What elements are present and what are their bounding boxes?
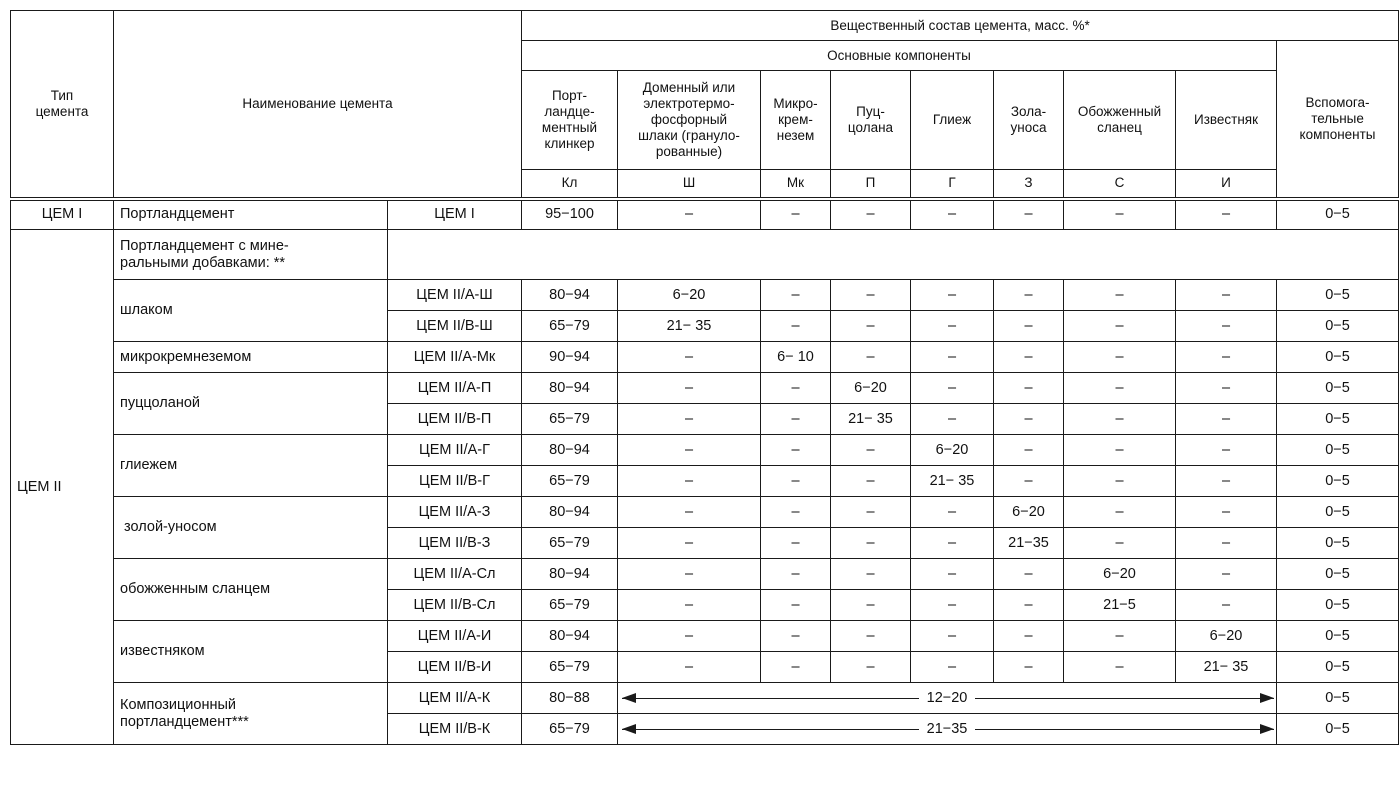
component-value: – [1176,559,1277,590]
component-value: 80−94 [522,497,618,528]
auxiliary-value: 0−5 [1277,342,1399,373]
table-row [11,199,1399,230]
table-row [11,621,1399,652]
auxiliary-value: 0−5 [1277,559,1399,590]
component-value: – [761,404,831,435]
component-value: – [618,497,761,528]
component-value: – [911,590,994,621]
cement-code: ЦЕМ II/В-Ш [388,311,522,342]
component-value: – [1176,528,1277,559]
component-value: – [761,466,831,497]
header-cement-name: Наименование цемента [114,11,522,199]
auxiliary-value: 0−5 [1277,199,1399,230]
component-value: – [761,435,831,466]
auxiliary-value: 0−5 [1277,621,1399,652]
component-value: – [831,311,911,342]
component-value: – [618,466,761,497]
cement-code: ЦЕМ II/А-П [388,373,522,404]
cement-code: ЦЕМ II/В-З [388,528,522,559]
table-row [11,373,1399,404]
component-value: – [1064,497,1176,528]
component-value: – [1176,466,1277,497]
component-value: – [1064,342,1176,373]
header-component-name: Пуц- цолана [831,71,911,170]
cement-name: Композиционный портландцемент*** [114,683,388,745]
cement-name-intro: Портландцемент с мине- ральными добавками: ** [114,230,388,280]
component-value: – [618,342,761,373]
auxiliary-value: 0−5 [1277,714,1399,745]
component-value: – [618,621,761,652]
component-value: 21−5 [1064,590,1176,621]
cement-code: ЦЕМ II/В-Г [388,466,522,497]
cement-name: золой-уносом [114,497,388,559]
header-component-name: Обожженный сланец [1064,71,1176,170]
table-row [11,435,1399,466]
component-value: – [761,311,831,342]
header-component-code: Мк [761,170,831,199]
header-composition-title: Вещественный состав цемента, масс. %* [522,11,1399,41]
component-value: 80−94 [522,559,618,590]
component-value: – [911,342,994,373]
component-value: – [831,559,911,590]
component-value: – [994,342,1064,373]
header-auxiliary-components: Вспомога- тельные компоненты [1277,41,1399,199]
auxiliary-value: 0−5 [1277,280,1399,311]
auxiliary-value: 0−5 [1277,590,1399,621]
component-value: – [1176,342,1277,373]
component-value: – [1176,199,1277,230]
component-value: – [994,280,1064,311]
component-value: – [761,621,831,652]
cement-code: ЦЕМ II/А-Ш [388,280,522,311]
cement-code: ЦЕМ I [388,199,522,230]
header-component-code: Г [911,170,994,199]
auxiliary-value: 0−5 [1277,466,1399,497]
component-value: – [911,373,994,404]
auxiliary-value: 0−5 [1277,404,1399,435]
component-value: – [1176,373,1277,404]
component-value: – [618,404,761,435]
component-value: – [1064,311,1176,342]
cement-name: микрокремнеземом [114,342,388,373]
component-value: – [831,621,911,652]
component-value: 65−79 [522,311,618,342]
component-value: 80−94 [522,373,618,404]
combined-range-value: 21−35 [919,721,976,737]
cement-code: ЦЕМ II/А-Сл [388,559,522,590]
combined-range-value: 12−20 [919,690,976,706]
component-value: – [831,528,911,559]
component-value: – [831,497,911,528]
component-value: – [761,559,831,590]
table-row [11,683,1399,714]
cement-code: ЦЕМ II/А-К [388,683,522,714]
cement-code: ЦЕМ II/В-К [388,714,522,745]
component-value: – [761,590,831,621]
component-value: – [1064,404,1176,435]
cement-code: ЦЕМ II/А-З [388,497,522,528]
header-main-components: Основные компоненты [522,41,1277,71]
component-value: – [1064,621,1176,652]
empty-cell [388,230,1399,280]
component-value: – [911,497,994,528]
cement-code: ЦЕМ II/В-П [388,404,522,435]
component-value: – [831,435,911,466]
component-value: – [1176,497,1277,528]
component-value: 6−20 [911,435,994,466]
header-component-name: Доменный или электротермо- фосфорный шлаки (грануло- рованные) [618,71,761,170]
combined-components-range [618,714,1277,745]
component-value: 21−35 [994,528,1064,559]
table-row [11,342,1399,373]
component-value: – [831,590,911,621]
component-value: – [1064,280,1176,311]
auxiliary-value: 0−5 [1277,528,1399,559]
component-value: – [994,199,1064,230]
component-value: – [994,373,1064,404]
cement-code: ЦЕМ II/В-И [388,652,522,683]
component-value: – [831,652,911,683]
auxiliary-value: 0−5 [1277,373,1399,404]
component-value: – [618,199,761,230]
table-row [11,559,1399,590]
header-component-code: И [1176,170,1277,199]
component-value: 65−79 [522,652,618,683]
header-component-code: Ш [618,170,761,199]
arrow-left-icon [622,724,636,734]
header-component-code: П [831,170,911,199]
component-value: – [994,404,1064,435]
component-value: 21− 35 [831,404,911,435]
component-value: – [911,199,994,230]
clinker-value: 65−79 [522,714,618,745]
cement-code: ЦЕМ II/А-Мк [388,342,522,373]
component-value: – [761,280,831,311]
component-value: – [994,652,1064,683]
component-value: 65−79 [522,528,618,559]
component-value: 21− 35 [1176,652,1277,683]
component-value: – [618,559,761,590]
component-value: – [994,621,1064,652]
component-value: – [1064,528,1176,559]
component-value: 65−79 [522,590,618,621]
header-component-code: С [1064,170,1176,199]
component-value: – [911,280,994,311]
component-value: – [994,311,1064,342]
auxiliary-value: 0−5 [1277,497,1399,528]
component-value: – [618,373,761,404]
auxiliary-value: 0−5 [1277,435,1399,466]
component-value: – [831,280,911,311]
component-value: 90−94 [522,342,618,373]
component-value: – [1176,280,1277,311]
cement-code: ЦЕМ II/А-Г [388,435,522,466]
cement-type: ЦЕМ II [11,230,114,745]
auxiliary-value: 0−5 [1277,652,1399,683]
header-component-name: Порт- ландце- ментный клинкер [522,71,618,170]
arrow-right-icon [1260,693,1274,703]
component-value: – [994,435,1064,466]
cement-name: обожженным сланцем [114,559,388,621]
table-row [11,497,1399,528]
header-component-code: Кл [522,170,618,199]
header-component-name: Известняк [1176,71,1277,170]
component-value: – [911,652,994,683]
arrow-right-icon [1260,724,1274,734]
component-value: 6−20 [1064,559,1176,590]
component-value: – [1064,373,1176,404]
component-value: – [761,652,831,683]
component-value: – [761,497,831,528]
cement-name: Портландцемент [114,199,388,230]
component-value: – [1064,435,1176,466]
component-value: – [911,621,994,652]
header-cement-type: Тип цемента [11,11,114,199]
component-value: – [831,342,911,373]
component-value: 6−20 [1176,621,1277,652]
component-value: 21− 35 [911,466,994,497]
cement-name: пуццоланой [114,373,388,435]
cement-composition-table [10,10,1399,745]
table-row [11,230,1399,280]
component-value: – [994,466,1064,497]
component-value: – [911,528,994,559]
component-value: – [831,199,911,230]
component-value: – [618,435,761,466]
component-value: – [761,528,831,559]
component-value: 80−94 [522,280,618,311]
arrow-left-icon [622,693,636,703]
component-value: 6− 10 [761,342,831,373]
clinker-value: 80−88 [522,683,618,714]
cement-type: ЦЕМ I [11,199,114,230]
component-value: 65−79 [522,466,618,497]
component-value: – [1064,199,1176,230]
component-value: – [911,559,994,590]
component-value: 80−94 [522,435,618,466]
component-value: – [1176,311,1277,342]
cement-name: шлаком [114,280,388,342]
component-value: 21− 35 [618,311,761,342]
cement-code: ЦЕМ II/В-Сл [388,590,522,621]
auxiliary-value: 0−5 [1277,683,1399,714]
auxiliary-value: 0−5 [1277,311,1399,342]
component-value: 65−79 [522,404,618,435]
component-value: 6−20 [994,497,1064,528]
component-value: – [911,311,994,342]
component-value: – [761,373,831,404]
component-value: 6−20 [831,373,911,404]
component-value: – [1064,652,1176,683]
component-value: – [994,559,1064,590]
header-component-code: З [994,170,1064,199]
header-component-name: Зола- уноса [994,71,1064,170]
component-value: 95−100 [522,199,618,230]
component-value: – [1176,435,1277,466]
header-component-name: Глиеж [911,71,994,170]
component-value: – [761,199,831,230]
component-value: 80−94 [522,621,618,652]
component-value: – [1064,466,1176,497]
cement-name: известняком [114,621,388,683]
combined-components-range [618,683,1277,714]
cement-code: ЦЕМ II/А-И [388,621,522,652]
component-value: – [618,528,761,559]
component-value: – [618,652,761,683]
component-value: – [1176,590,1277,621]
component-value: – [618,590,761,621]
component-value: – [994,590,1064,621]
component-value: – [1176,404,1277,435]
cement-name: глиежем [114,435,388,497]
component-value: – [831,466,911,497]
header-component-name: Микро- крем- незем [761,71,831,170]
component-value: – [911,404,994,435]
component-value: 6−20 [618,280,761,311]
table-row [11,280,1399,311]
